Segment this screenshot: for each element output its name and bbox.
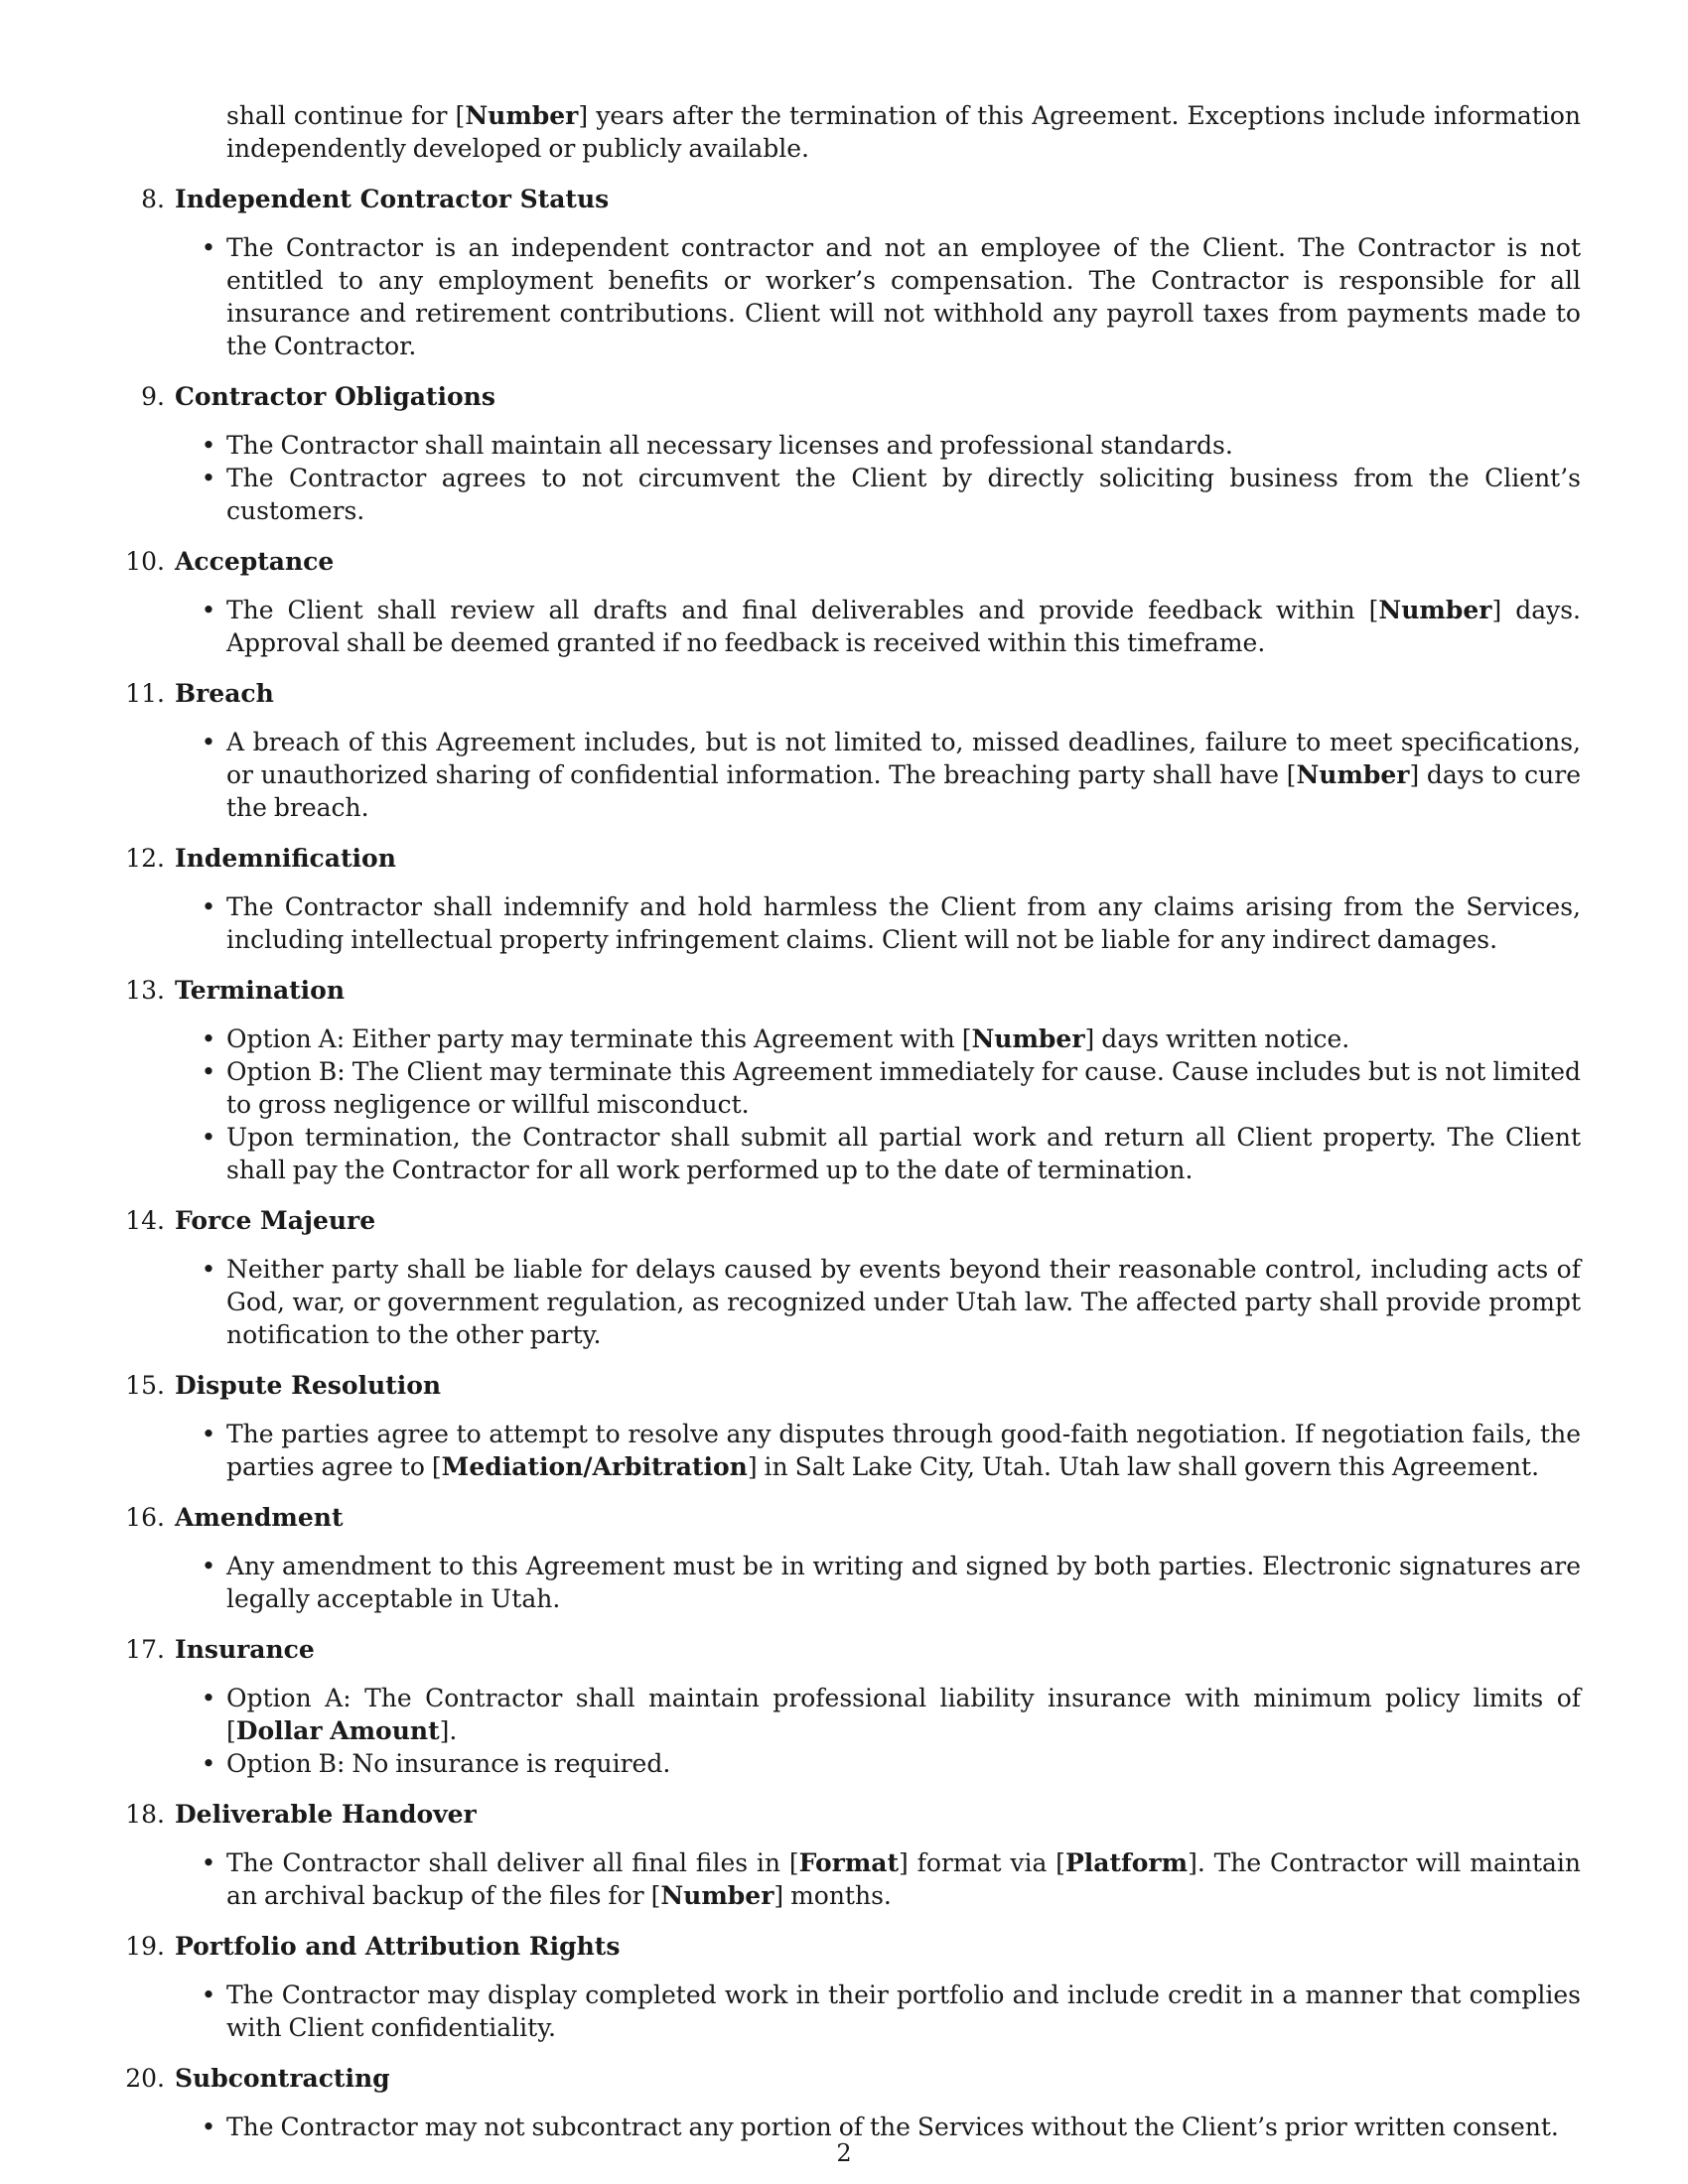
section-heading xyxy=(111,1633,1581,1666)
section-heading xyxy=(111,677,1581,710)
bullet-list xyxy=(111,1682,1581,1780)
section-20 xyxy=(111,2062,1581,2143)
section-18 xyxy=(111,1798,1581,1912)
list-item: • The Contractor shall indemnify and hold harmless the Client from any claims arising from the Services, including intellectual property infringement claims. Client will not be liable for any indirect damages. xyxy=(226,890,1581,956)
list-item: • The Contractor shall maintain all necessary licenses and professional standards. xyxy=(226,429,1581,462)
section-heading xyxy=(111,380,1581,413)
list-item: • Option A: Either party may terminate this Agreement with [Number] days written notice. xyxy=(226,1023,1581,1055)
list-item: • Option B: The Client may terminate this Agreement immediately for cause. Cause includes but is not limited to gross negligence or willful misconduct. xyxy=(226,1055,1581,1121)
section-number: 13. xyxy=(125,976,165,1005)
bullet-icon: • xyxy=(201,1420,216,1448)
section-title: Acceptance xyxy=(175,547,335,576)
section-title: Subcontracting xyxy=(175,2064,390,2093)
bullet-list xyxy=(111,1023,1581,1186)
section-11 xyxy=(111,677,1581,824)
section-number: 14. xyxy=(125,1206,165,1235)
bullet-icon: • xyxy=(201,596,216,624)
bullet-icon: • xyxy=(201,2113,216,2141)
list-item: • The Contractor may not subcontract any portion of the Services without the Client’s prior written consent. xyxy=(226,2111,1581,2143)
section-number: 17. xyxy=(125,1635,165,1664)
bullet-icon: • xyxy=(201,1848,216,1877)
section-14 xyxy=(111,1204,1581,1351)
bullet-icon: • xyxy=(201,1024,216,1053)
bullet-icon: • xyxy=(201,728,216,756)
section-heading xyxy=(111,1501,1581,1534)
section-19 xyxy=(111,1930,1581,2044)
section-title: Termination xyxy=(175,976,346,1005)
section-16 xyxy=(111,1501,1581,1615)
section-8 xyxy=(111,183,1581,362)
section-heading xyxy=(111,1798,1581,1831)
section-number: 11. xyxy=(125,679,165,708)
bullet-icon: • xyxy=(201,892,216,921)
continuation-paragraph: shall continue for [Number] years after the termination of this Agreement. Exceptions include information independently developed or publicly available. xyxy=(226,101,1582,163)
section-number: 15. xyxy=(125,1371,165,1400)
bullet-icon: • xyxy=(201,1123,216,1152)
section-title: Amendment xyxy=(175,1503,344,1532)
list-item: • The Client shall review all drafts and final deliverables and provide feedback within [Number] days. Approval shall be deemed granted if no feedback is received within this timeframe. xyxy=(226,594,1581,659)
section-title: Deliverable Handover xyxy=(175,1800,477,1829)
section-heading xyxy=(111,1930,1581,1963)
bullet-list xyxy=(111,1846,1581,1912)
section-heading xyxy=(111,974,1581,1007)
section-title: Dispute Resolution xyxy=(175,1371,442,1400)
bullet-icon: • xyxy=(201,464,216,492)
section-number: 9. xyxy=(141,382,165,411)
section-number: 19. xyxy=(125,1932,165,1961)
page-number: 2 xyxy=(836,2139,852,2167)
bullet-icon: • xyxy=(201,233,216,262)
section-heading xyxy=(111,2062,1581,2095)
section-13 xyxy=(111,974,1581,1186)
bullet-icon: • xyxy=(201,1552,216,1580)
section-heading xyxy=(111,842,1581,875)
section-title: Indemnification xyxy=(175,844,396,873)
list-item: • The parties agree to attempt to resolve any disputes through good-faith negotiation. If negotiation fails, the parties agree to [Mediation/Arbitration] in Salt Lake City, Utah. Utah law shall govern this Agreement. xyxy=(226,1418,1581,1483)
bullet-list xyxy=(111,1550,1581,1615)
section-number: 12. xyxy=(125,844,165,873)
bullet-icon: • xyxy=(201,1057,216,1086)
bullet-list xyxy=(111,231,1581,362)
bullet-list xyxy=(111,1418,1581,1483)
list-item: • Option A: The Contractor shall maintain professional liability insurance with minimum policy limits of [Dollar Amount]. xyxy=(226,1682,1581,1747)
bullet-list xyxy=(111,890,1581,956)
list-item: • Upon termination, the Contractor shall submit all partial work and return all Client property. The Client shall pay the Contractor for all work performed up to the date of termination. xyxy=(226,1121,1581,1186)
section-title: Contractor Obligations xyxy=(175,382,495,411)
section-heading xyxy=(111,183,1581,215)
section-number: 16. xyxy=(125,1503,165,1532)
bullet-icon: • xyxy=(201,1255,216,1284)
section-title: Force Majeure xyxy=(175,1206,376,1235)
list-item: • The Contractor agrees to not circumvent the Client by directly soliciting business from the Client’s customers. xyxy=(226,462,1581,527)
section-9 xyxy=(111,380,1581,527)
section-12 xyxy=(111,842,1581,956)
list-item: • The Contractor shall deliver all final files in [Format] format via [Platform]. The Contractor will maintain an archival backup of the files for [Number] months. xyxy=(226,1846,1581,1912)
section-17 xyxy=(111,1633,1581,1780)
bullet-list xyxy=(111,594,1581,659)
document-body xyxy=(111,99,1581,2143)
list-item: • The Contractor is an independent contractor and not an employee of the Client. The Contractor is not entitled to any employment benefits or worker’s compensation. The Contractor is responsible for all insurance and retirement contributions. Client will not withhold any payroll taxes from payments made to the Contractor. xyxy=(226,231,1581,362)
section-heading xyxy=(111,1204,1581,1237)
section-number: 18. xyxy=(125,1800,165,1829)
section-title: Breach xyxy=(175,679,274,708)
list-item: • Any amendment to this Agreement must be in writing and signed by both parties. Electronic signatures are legally acceptable in Utah. xyxy=(226,1550,1581,1615)
section-title: Insurance xyxy=(175,1635,315,1664)
bullet-list xyxy=(111,429,1581,527)
list-item: • The Contractor may display completed work in their portfolio and include credit in a manner that complies with Client confidentiality. xyxy=(226,1979,1581,2044)
section-number: 10. xyxy=(125,547,165,576)
bullet-list xyxy=(111,726,1581,824)
bullet-icon: • xyxy=(201,1980,216,2009)
list-item: • Option B: No insurance is required. xyxy=(226,1747,1581,1780)
bullet-list xyxy=(111,1253,1581,1351)
section-heading xyxy=(111,1369,1581,1402)
section-number: 8. xyxy=(141,185,165,213)
section-15 xyxy=(111,1369,1581,1483)
section-number: 20. xyxy=(125,2064,165,2093)
bullet-icon: • xyxy=(201,431,216,460)
section-title: Independent Contractor Status xyxy=(175,185,610,213)
list-item: • Neither party shall be liable for delays caused by events beyond their reasonable control, including acts of God, war, or government regulation, as recognized under Utah law. The affected party shall provide prompt notification to the other party. xyxy=(226,1253,1581,1351)
section-title: Portfolio and Attribution Rights xyxy=(175,1932,621,1961)
bullet-icon: • xyxy=(201,1684,216,1712)
bullet-list xyxy=(111,1979,1581,2044)
section-10 xyxy=(111,545,1581,659)
list-item: • A breach of this Agreement includes, but is not limited to, missed deadlines, failure to meet specifications, or unauthorized sharing of confidential information. The breaching party shall have [Number] days to cure the breach. xyxy=(226,726,1581,824)
section-heading xyxy=(111,545,1581,578)
bullet-icon: • xyxy=(201,1749,216,1778)
